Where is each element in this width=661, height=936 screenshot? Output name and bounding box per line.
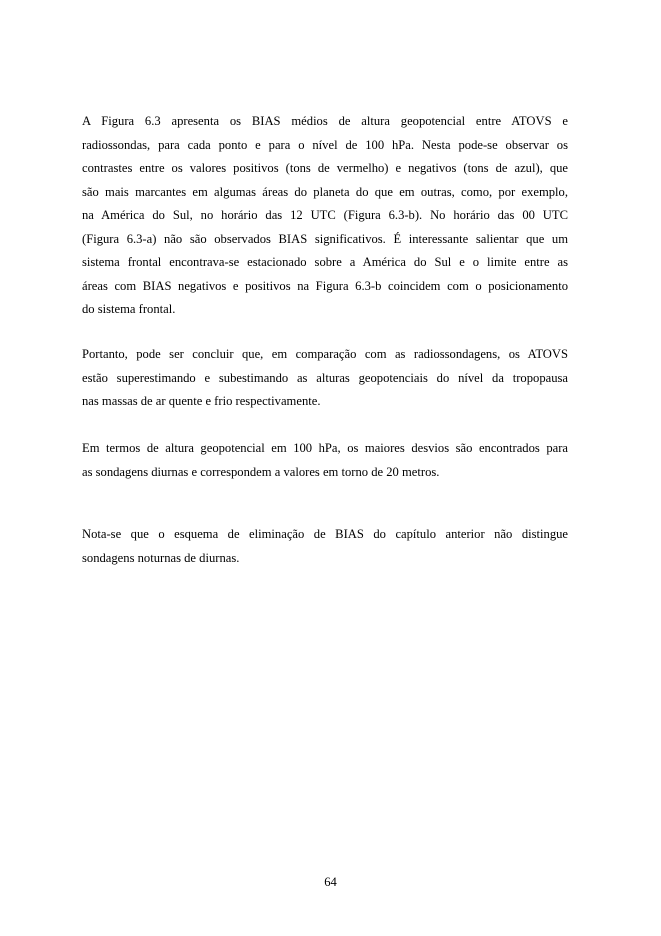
paragraph-bias-scheme-note <box>82 523 568 570</box>
text-line: do sistema frontal. <box>82 302 176 316</box>
text-line: são mais marcantes em algumas áreas do planeta do que em outras, como, por exemplo, <box>82 184 568 199</box>
text-line: (Figura 6.3-a) não são observados BIAS significativos. É interessante salientar que um <box>82 231 568 246</box>
text-line: contrastes entre os valores positivos (tons de vermelho) e negativos (tons de azul), que <box>82 161 568 175</box>
text-line: Em termos de altura geopotencial em 100 hPa, os maiores desvios são encontrados para <box>82 441 568 455</box>
text-line: nas massas de ar quente e frio respectivamente. <box>82 394 321 408</box>
text-line: na América do Sul, no horário das 12 UTC (Figura 6.3-b). No horário das 00 UTC <box>82 208 568 222</box>
paragraph-conclusion <box>82 343 568 414</box>
page-number: 64 <box>324 875 337 889</box>
text-line: radiossondas, para cada ponto e para o nível de 100 hPa. Nesta pode-se observar os <box>82 137 568 152</box>
paragraph-deviations <box>82 437 568 484</box>
text-line: A Figura 6.3 apresenta os BIAS médios de altura geopotencial entre ATOVS e <box>82 114 568 128</box>
text-line: as sondagens diurnas e correspondem a valores em torno de 20 metros. <box>82 464 440 479</box>
text-line: sistema frontal encontrava-se estacionado sobre a América do Sul e o limite entre as <box>82 255 568 269</box>
text-line: áreas com BIAS negativos e positivos na Figura 6.3-b coincidem com o posicionamento <box>82 278 568 293</box>
text-line: Portanto, pode ser concluir que, em comparação com as radiossondagens, os ATOVS <box>82 347 568 361</box>
text-line: estão superestimando e subestimando as alturas geopotenciais do nível da tropopausa <box>82 370 568 385</box>
paragraph-figure-description <box>82 110 568 322</box>
text-line: sondagens noturnas de diurnas. <box>82 550 240 565</box>
text-line: Nota-se que o esquema de eliminação de BIAS do capítulo anterior não distingue <box>82 527 568 541</box>
